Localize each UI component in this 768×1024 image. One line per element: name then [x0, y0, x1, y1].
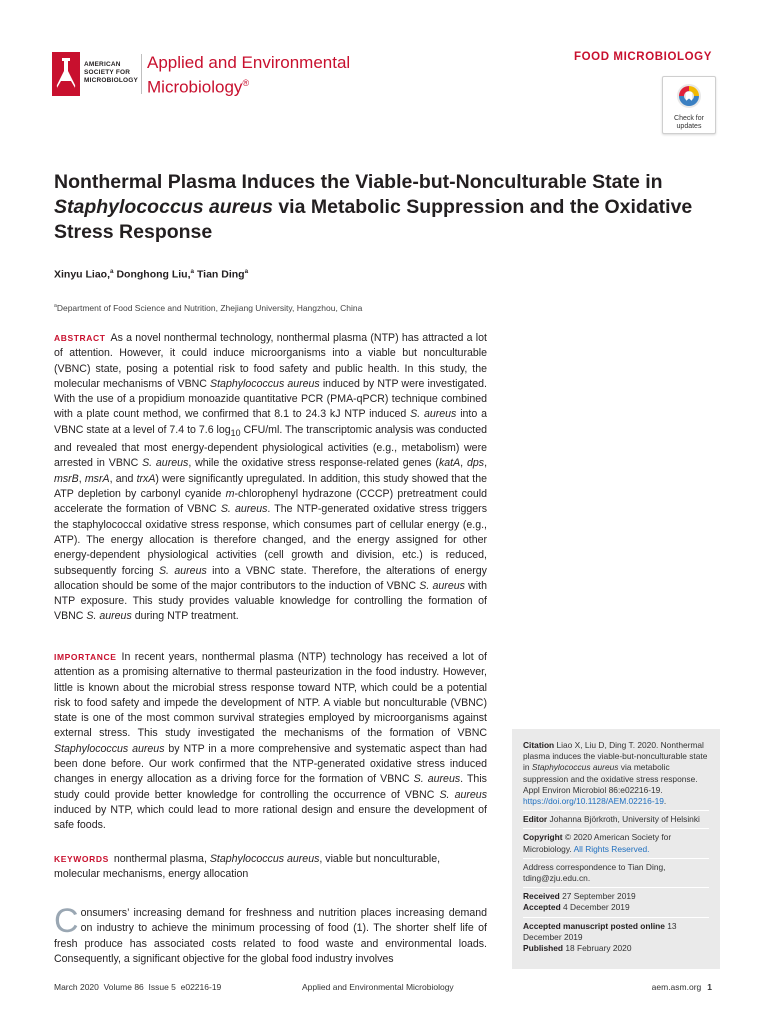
body-paragraph: Consumers’ increasing demand for freshness and nutrition places increasing demand on industry to achieve the minimum processing of food (1). The shorter shelf life of fresh produce has associated costs related to food waste and environmental loads. Consequently, a significant objective for the global food industry involves — [54, 902, 487, 965]
divider — [523, 917, 709, 918]
divider — [523, 887, 709, 888]
divider — [523, 858, 709, 859]
author-list: Xinyu Liao,$^a$ Donghong Liu,$^a$ Tian Ding$^a$ — [54, 268, 249, 281]
divider — [523, 810, 709, 811]
asm-flask-icon — [52, 52, 80, 96]
rights-link[interactable]: All Rights Reserved. — [573, 843, 650, 854]
footer-issue-info: March 2020 Volume 86 Issue 5 e02216-19 — [54, 982, 222, 992]
article-info-sidebar — [512, 729, 720, 969]
author-name[interactable]: Donghong Liu, — [116, 268, 191, 281]
drop-cap: C — [54, 902, 79, 940]
abstract-label: ABSTRACT — [54, 333, 106, 343]
journal-website-link[interactable]: aem.asm.org — [651, 982, 702, 992]
editor-info: Editor Johanna Björkroth, University of Helsinki — [523, 814, 700, 825]
journal-logo[interactable] — [52, 52, 352, 108]
society-name: AMERICAN SOCIETY FOR MICROBIOLOGY — [84, 61, 139, 84]
citation-info: Citation Liao X, Liu D, Ding T. 2020. Nonthermal plasma induces the viable-but-nonculturable state in Staphylococcus aureus via metabolic suppression and the oxidative stress response. Appl Environ Microbiol 86:e02216-19. https://doi.org/10.1128/AEM.02216-19. — [523, 740, 708, 807]
author-name[interactable]: Xinyu Liao, — [54, 268, 111, 281]
check-for-updates-button[interactable]: Check for updates — [662, 76, 716, 134]
section-label: FOOD MICROBIOLOGY — [574, 51, 712, 63]
importance-section: IMPORTANCE In recent years, nonthermal plasma (NTP) technology has received a lot of attention as a promising alternative to thermal pasteurization in the food industry. However, little is known about the microbial stress response toward NTP, which could be a potential risk to food safety and impede the development of NTP. A viable but nonculturable (VBNC) state is one of the most common survival strategies employed by microorganisms against external stress. This study investigated the mechanisms of the formation of VBNC Staphylococcus aureus by NTP in a more comprehensive and systematic aspect than had been done before. Our work confirmed that the NTP-generated oxidative stress induced changes in energy allocation as a driving force for the formation of VBNC S. aureus. This study could provide better knowledge for controlling the occurrence of VBNC S. aureus induced by NTP, which could lead to more rational design and ensure the development of safe foods. — [54, 651, 487, 832]
journal-name: Applied and Environmental Microbiology® — [147, 53, 351, 97]
correspondence-info: Address correspondence to Tian Ding, tding@zju.edu.cn. — [523, 861, 666, 884]
author-name[interactable]: Tian Ding — [196, 268, 245, 281]
abstract: ABSTRACT As a novel nonthermal technology, nonthermal plasma (NTP) has attracted a lot of attention. However, it could induce microorganisms into a viable but nonculturable (VBNC) state, posing a potential risk to food safety and public health. In this study, the molecular mechanisms of VBNC Staphylococcus aureus induced by NTP were investigated. With the use of a propidium monoazide quantitative PCR (PMA-qPCR) technique combined with a plate count method, we confirmed that 8.1 to 24.3 kJ NTP induced S. aureus into a VBNC state at a level of 7.4 to 7.6 $\log_{10} CFU/ml$. The transcriptomic analysis was conducted and revealed that most energy-dependent physiological activities (e.g., metabolism) were arrested in VBNC S. aureus, while the oxidative stress response-related genes (katA, dps, msrB, msrA, and trxA) were significantly upregulated. In addition, this study showed that the ATP depletion by carbonyl cyanide m-chlorophenyl hydrazone (CCCP) pretreatment could accelerate the formation of VBNC S. aureus. The NTP-generated oxidative stress triggers the staphylococcal oxidative stress response, which consumes part of cellular energy (e.g., ATP). The energy allocation is therefore changed, and the energy assigned for other energy-dependent physiological activities (cell growth and division, etc.) is reduced, subsequently forcing S. aureus into a VBNC state. Therefore, the alterations of energy allocation should be some of the major contributors to the induction of VBNC S. aureus with NTP exposure. This study provides valuable knowledge for controlling the formation of VBNC S. aureus during NTP treatment. — [54, 332, 488, 623]
doi-link[interactable]: https://doi.org/10.1128/AEM.02216-19 — [523, 796, 664, 807]
article-title: Nonthermal Plasma Induces the Viable-but-Nonculturable State in Staphylococcus aureus via Metabolic Suppression and the Oxidative Stress Response — [54, 171, 693, 243]
copyright-info: Copyright © 2020 American Society for Microbiology. All Rights Reserved. — [523, 832, 672, 854]
keywords-label: KEYWORDS — [54, 854, 109, 864]
importance-label: IMPORTANCE — [54, 652, 117, 662]
footer-journal-name: Applied and Environmental Microbiology — [302, 982, 454, 992]
affiliation: $^a$Department of Food Science and Nutrition, Zhejiang University, Hangzhou, China — [54, 303, 363, 313]
keywords: KEYWORDS nonthermal plasma, Staphylococcus aureus, viable but nonculturable, molecular mechanisms, energy allocation — [54, 853, 441, 881]
divider — [523, 828, 709, 829]
publication-info: Accepted manuscript posted online 13 December 2019 Published 18 February 2020 — [523, 920, 677, 954]
footer-site — [652, 982, 712, 992]
logo-divider — [141, 54, 142, 94]
crossmark-icon — [676, 83, 702, 109]
dates-info: Received 27 September 2019 Accepted 4 December 2019 — [523, 891, 636, 913]
page-number: 1 — [707, 982, 712, 992]
